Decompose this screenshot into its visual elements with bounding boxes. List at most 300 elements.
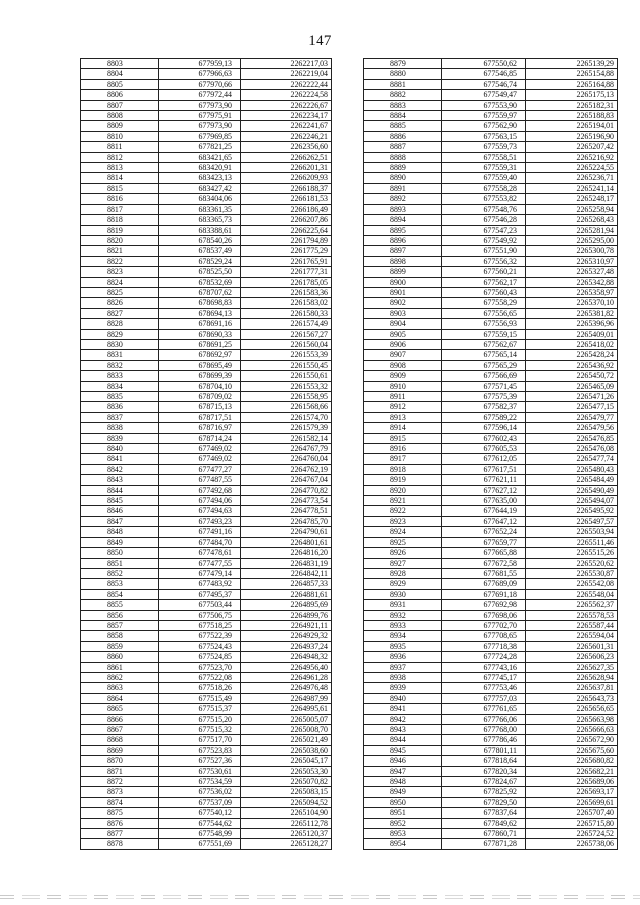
- x-coordinate-cell: 677605,53: [442, 444, 526, 454]
- x-coordinate-cell: 677515,49: [159, 693, 241, 703]
- table-row: [364, 100, 618, 110]
- table-row: [364, 735, 618, 745]
- y-coordinate-cell: 2265494,07: [526, 496, 618, 506]
- table-row: [81, 506, 332, 516]
- x-coordinate-cell: 677659,77: [442, 537, 526, 547]
- table-row: [364, 579, 618, 589]
- point-id-cell: 8856: [81, 610, 159, 620]
- point-id-cell: 8948: [364, 777, 442, 787]
- x-coordinate-cell: 677973,90: [159, 121, 241, 131]
- point-id-cell: 8920: [364, 485, 442, 495]
- y-coordinate-cell: 2264921,11: [241, 620, 332, 630]
- scan-artifact-footer: [0, 893, 640, 905]
- y-coordinate-cell: 2261794,89: [241, 235, 332, 245]
- y-coordinate-cell: 2264937,24: [241, 641, 332, 651]
- x-coordinate-cell: 677689,09: [442, 579, 526, 589]
- table-row: [364, 350, 618, 360]
- table-row: [81, 121, 332, 131]
- point-id-cell: 8928: [364, 568, 442, 578]
- x-coordinate-cell: 677548,76: [442, 204, 526, 214]
- x-coordinate-cell: 677479,14: [159, 568, 241, 578]
- x-coordinate-cell: 677559,40: [442, 173, 526, 183]
- y-coordinate-cell: 2265428,24: [526, 350, 618, 360]
- table-row: [364, 704, 618, 714]
- point-id-cell: 8903: [364, 308, 442, 318]
- table-row: [364, 142, 618, 152]
- table-row: [81, 225, 332, 235]
- table-row: [364, 235, 618, 245]
- y-coordinate-cell: 2264816,20: [241, 548, 332, 558]
- y-coordinate-cell: 2262246,21: [241, 131, 332, 141]
- x-coordinate-cell: 677972,44: [159, 90, 241, 100]
- table-row: [364, 620, 618, 630]
- table-row: [364, 319, 618, 329]
- table-row: [81, 735, 332, 745]
- x-coordinate-cell: 677549,92: [442, 235, 526, 245]
- y-coordinate-cell: 2265381,82: [526, 308, 618, 318]
- table-row: [81, 672, 332, 682]
- point-id-cell: 8902: [364, 298, 442, 308]
- table-row: [81, 704, 332, 714]
- x-coordinate-cell: 678698,83: [159, 298, 241, 308]
- y-coordinate-cell: 2266201,31: [241, 163, 332, 173]
- x-coordinate-cell: 677596,14: [442, 423, 526, 433]
- point-id-cell: 8858: [81, 631, 159, 641]
- point-id-cell: 8900: [364, 277, 442, 287]
- x-coordinate-cell: 677617,51: [442, 464, 526, 474]
- point-id-cell: 8898: [364, 256, 442, 266]
- y-coordinate-cell: 2265666,63: [526, 725, 618, 735]
- point-id-cell: 8865: [81, 704, 159, 714]
- table-row: [81, 808, 332, 818]
- y-coordinate-cell: 2261775,29: [241, 246, 332, 256]
- x-coordinate-cell: 677562,17: [442, 277, 526, 287]
- table-row: [364, 392, 618, 402]
- x-coordinate-cell: 678715,13: [159, 402, 241, 412]
- table-row: [81, 537, 332, 547]
- x-coordinate-cell: 677702,70: [442, 620, 526, 630]
- table-row: [364, 402, 618, 412]
- table-row: [81, 183, 332, 193]
- y-coordinate-cell: 2265450,72: [526, 371, 618, 381]
- y-coordinate-cell: 2265418,02: [526, 339, 618, 349]
- table-row: [364, 173, 618, 183]
- y-coordinate-cell: 2265164,88: [526, 79, 618, 89]
- point-id-cell: 8934: [364, 631, 442, 641]
- point-id-cell: 8946: [364, 756, 442, 766]
- y-coordinate-cell: 2264976,48: [241, 683, 332, 693]
- table-row: [364, 527, 618, 537]
- point-id-cell: 8844: [81, 485, 159, 495]
- x-coordinate-cell: 677530,61: [159, 766, 241, 776]
- point-id-cell: 8835: [81, 392, 159, 402]
- table-row: [81, 360, 332, 370]
- point-id-cell: 8847: [81, 516, 159, 526]
- table-row: [364, 683, 618, 693]
- x-coordinate-cell: 678716,97: [159, 423, 241, 433]
- point-id-cell: 8842: [81, 464, 159, 474]
- point-id-cell: 8953: [364, 829, 442, 839]
- point-id-cell: 8893: [364, 204, 442, 214]
- point-id-cell: 8841: [81, 454, 159, 464]
- table-row: [364, 506, 618, 516]
- y-coordinate-cell: 2265196,90: [526, 131, 618, 141]
- point-id-cell: 8901: [364, 287, 442, 297]
- point-id-cell: 8884: [364, 111, 442, 121]
- x-coordinate-cell: 677506,75: [159, 610, 241, 620]
- x-coordinate-cell: 677672,58: [442, 558, 526, 568]
- point-id-cell: 8812: [81, 152, 159, 162]
- y-coordinate-cell: 2265104,90: [241, 808, 332, 818]
- point-id-cell: 8817: [81, 204, 159, 214]
- y-coordinate-cell: 2265241,14: [526, 183, 618, 193]
- x-coordinate-cell: 678690,33: [159, 329, 241, 339]
- table-row: [81, 631, 332, 641]
- y-coordinate-cell: 2261550,45: [241, 360, 332, 370]
- point-id-cell: 8867: [81, 725, 159, 735]
- y-coordinate-cell: 2266262,51: [241, 152, 332, 162]
- point-id-cell: 8828: [81, 319, 159, 329]
- x-coordinate-cell: 677559,31: [442, 163, 526, 173]
- point-id-cell: 8943: [364, 725, 442, 735]
- point-id-cell: 8952: [364, 818, 442, 828]
- x-coordinate-cell: 677821,25: [159, 142, 241, 152]
- y-coordinate-cell: 2264881,61: [241, 589, 332, 599]
- x-coordinate-cell: 678692,97: [159, 350, 241, 360]
- table-row: [81, 475, 332, 485]
- x-coordinate-cell: 677492,68: [159, 485, 241, 495]
- y-coordinate-cell: 2262217,03: [241, 59, 332, 69]
- point-id-cell: 8888: [364, 152, 442, 162]
- point-id-cell: 8852: [81, 568, 159, 578]
- x-coordinate-cell: 677491,16: [159, 527, 241, 537]
- table-row: [81, 381, 332, 391]
- point-id-cell: 8908: [364, 360, 442, 370]
- x-coordinate-cell: 677559,15: [442, 329, 526, 339]
- x-coordinate-cell: 677766,06: [442, 714, 526, 724]
- x-coordinate-cell: 677563,15: [442, 131, 526, 141]
- x-coordinate-cell: 677556,93: [442, 319, 526, 329]
- point-id-cell: 8933: [364, 620, 442, 630]
- y-coordinate-cell: 2265139,29: [526, 59, 618, 69]
- x-coordinate-cell: 677612,05: [442, 454, 526, 464]
- table-row: [364, 308, 618, 318]
- point-id-cell: 8916: [364, 444, 442, 454]
- x-coordinate-cell: 677546,74: [442, 79, 526, 89]
- point-id-cell: 8868: [81, 735, 159, 745]
- y-coordinate-cell: 2262219,04: [241, 69, 332, 79]
- point-id-cell: 8937: [364, 662, 442, 672]
- table-row: [364, 225, 618, 235]
- point-id-cell: 8907: [364, 350, 442, 360]
- y-coordinate-cell: 2265495,92: [526, 506, 618, 516]
- x-coordinate-cell: 677647,12: [442, 516, 526, 526]
- point-id-cell: 8862: [81, 672, 159, 682]
- x-coordinate-cell: 677849,62: [442, 818, 526, 828]
- point-id-cell: 8848: [81, 527, 159, 537]
- y-coordinate-cell: 2265248,17: [526, 194, 618, 204]
- table-row: [364, 662, 618, 672]
- x-coordinate-cell: 677477,55: [159, 558, 241, 568]
- y-coordinate-cell: 2265479,77: [526, 412, 618, 422]
- x-coordinate-cell: 677571,45: [442, 381, 526, 391]
- x-coordinate-cell: 677724,28: [442, 652, 526, 662]
- y-coordinate-cell: 2265627,35: [526, 662, 618, 672]
- x-coordinate-cell: 677558,29: [442, 298, 526, 308]
- table-row: [81, 69, 332, 79]
- table-row: [364, 589, 618, 599]
- table-row: [81, 235, 332, 245]
- table-row: [364, 423, 618, 433]
- x-coordinate-cell: 677560,21: [442, 267, 526, 277]
- y-coordinate-cell: 2265216,92: [526, 152, 618, 162]
- table-row: [81, 589, 332, 599]
- table-row: [364, 371, 618, 381]
- point-id-cell: 8882: [364, 90, 442, 100]
- y-coordinate-cell: 2265542,08: [526, 579, 618, 589]
- x-coordinate-cell: 677556,65: [442, 308, 526, 318]
- y-coordinate-cell: 2261560,04: [241, 339, 332, 349]
- point-id-cell: 8925: [364, 537, 442, 547]
- y-coordinate-cell: 2265476,08: [526, 444, 618, 454]
- y-coordinate-cell: 2264995,61: [241, 704, 332, 714]
- y-coordinate-cell: 2265038,60: [241, 745, 332, 755]
- y-coordinate-cell: 2265094,52: [241, 797, 332, 807]
- x-coordinate-cell: 677493,23: [159, 516, 241, 526]
- x-coordinate-cell: 677477,27: [159, 464, 241, 474]
- table-row: [81, 454, 332, 464]
- y-coordinate-cell: 2264762,19: [241, 464, 332, 474]
- point-id-cell: 8910: [364, 381, 442, 391]
- x-coordinate-cell: 677469,02: [159, 444, 241, 454]
- point-id-cell: 8917: [364, 454, 442, 464]
- y-coordinate-cell: 2261580,33: [241, 308, 332, 318]
- y-coordinate-cell: 2265503,94: [526, 527, 618, 537]
- y-coordinate-cell: 2265520,62: [526, 558, 618, 568]
- point-id-cell: 8875: [81, 808, 159, 818]
- y-coordinate-cell: 2261553,32: [241, 381, 332, 391]
- x-coordinate-cell: 677973,90: [159, 100, 241, 110]
- y-coordinate-cell: 2265675,60: [526, 745, 618, 755]
- x-coordinate-cell: 677602,43: [442, 433, 526, 443]
- x-coordinate-cell: 677537,09: [159, 797, 241, 807]
- x-coordinate-cell: 677553,82: [442, 194, 526, 204]
- point-id-cell: 8911: [364, 392, 442, 402]
- y-coordinate-cell: 2265409,01: [526, 329, 618, 339]
- table-row: [364, 631, 618, 641]
- point-id-cell: 8861: [81, 662, 159, 672]
- y-coordinate-cell: 2265477,74: [526, 454, 618, 464]
- table-body: [364, 59, 618, 850]
- x-coordinate-cell: 677547,23: [442, 225, 526, 235]
- y-coordinate-cell: 2265342,88: [526, 277, 618, 287]
- table-row: [81, 433, 332, 443]
- point-id-cell: 8932: [364, 610, 442, 620]
- x-coordinate-cell: 677652,24: [442, 527, 526, 537]
- table-row: [81, 693, 332, 703]
- table-row: [81, 600, 332, 610]
- table-row: [81, 100, 332, 110]
- point-id-cell: 8896: [364, 235, 442, 245]
- point-id-cell: 8919: [364, 475, 442, 485]
- x-coordinate-cell: 677743,16: [442, 662, 526, 672]
- y-coordinate-cell: 2265497,57: [526, 516, 618, 526]
- point-id-cell: 8886: [364, 131, 442, 141]
- x-coordinate-cell: 677959,13: [159, 59, 241, 69]
- y-coordinate-cell: 2266188,37: [241, 183, 332, 193]
- x-coordinate-cell: 677469,02: [159, 454, 241, 464]
- y-coordinate-cell: 2265258,94: [526, 204, 618, 214]
- y-coordinate-cell: 2261765,91: [241, 256, 332, 266]
- y-coordinate-cell: 2262224,58: [241, 90, 332, 100]
- y-coordinate-cell: 2264801,61: [241, 537, 332, 547]
- table-row: [364, 464, 618, 474]
- x-coordinate-cell: 677644,19: [442, 506, 526, 516]
- y-coordinate-cell: 2264842,11: [241, 568, 332, 578]
- y-coordinate-cell: 2265327,48: [526, 267, 618, 277]
- point-id-cell: 8931: [364, 600, 442, 610]
- y-coordinate-cell: 2265682,21: [526, 766, 618, 776]
- x-coordinate-cell: 677718,38: [442, 641, 526, 651]
- point-id-cell: 8814: [81, 173, 159, 183]
- table-row: [364, 246, 618, 256]
- point-id-cell: 8930: [364, 589, 442, 599]
- x-coordinate-cell: 683388,61: [159, 225, 241, 235]
- x-coordinate-cell: 683421,65: [159, 152, 241, 162]
- table-row: [81, 308, 332, 318]
- y-coordinate-cell: 2265490,49: [526, 485, 618, 495]
- point-id-cell: 8803: [81, 59, 159, 69]
- table-row: [364, 69, 618, 79]
- table-row: [364, 641, 618, 651]
- y-coordinate-cell: 2261777,31: [241, 267, 332, 277]
- point-id-cell: 8941: [364, 704, 442, 714]
- point-id-cell: 8945: [364, 745, 442, 755]
- point-id-cell: 8899: [364, 267, 442, 277]
- y-coordinate-cell: 2265693,17: [526, 787, 618, 797]
- y-coordinate-cell: 2262234,17: [241, 111, 332, 121]
- x-coordinate-cell: 677575,39: [442, 392, 526, 402]
- y-coordinate-cell: 2265300,78: [526, 246, 618, 256]
- point-id-cell: 8887: [364, 142, 442, 152]
- table-row: [81, 652, 332, 662]
- y-coordinate-cell: 2265188,83: [526, 111, 618, 121]
- table-row: [364, 475, 618, 485]
- point-id-cell: 8854: [81, 589, 159, 599]
- table-row: [364, 329, 618, 339]
- y-coordinate-cell: 2264790,61: [241, 527, 332, 537]
- y-coordinate-cell: 2265396,96: [526, 319, 618, 329]
- x-coordinate-cell: 677745,17: [442, 672, 526, 682]
- table-row: [81, 558, 332, 568]
- x-coordinate-cell: 677484,70: [159, 537, 241, 547]
- point-id-cell: 8838: [81, 423, 159, 433]
- table-row: [81, 683, 332, 693]
- table-row: [81, 620, 332, 630]
- point-id-cell: 8881: [364, 79, 442, 89]
- table-row: [364, 298, 618, 308]
- y-coordinate-cell: 2265207,42: [526, 142, 618, 152]
- table-row: [364, 600, 618, 610]
- point-id-cell: 8809: [81, 121, 159, 131]
- table-row: [81, 215, 332, 225]
- x-coordinate-cell: 678695,49: [159, 360, 241, 370]
- y-coordinate-cell: 2265578,53: [526, 610, 618, 620]
- point-id-cell: 8824: [81, 277, 159, 287]
- point-id-cell: 8860: [81, 652, 159, 662]
- table-row: [364, 360, 618, 370]
- point-id-cell: 8895: [364, 225, 442, 235]
- y-coordinate-cell: 2265663,98: [526, 714, 618, 724]
- table-row: [81, 496, 332, 506]
- y-coordinate-cell: 2265295,00: [526, 235, 618, 245]
- y-coordinate-cell: 2261574,70: [241, 412, 332, 422]
- x-coordinate-cell: 677544,62: [159, 818, 241, 828]
- table-row: [81, 350, 332, 360]
- table-row: [364, 131, 618, 141]
- point-id-cell: 8879: [364, 59, 442, 69]
- x-coordinate-cell: 677820,34: [442, 766, 526, 776]
- table-row: [81, 90, 332, 100]
- point-id-cell: 8846: [81, 506, 159, 516]
- point-id-cell: 8855: [81, 600, 159, 610]
- table-row: [81, 246, 332, 256]
- y-coordinate-cell: 2265053,30: [241, 766, 332, 776]
- x-coordinate-cell: 677691,18: [442, 589, 526, 599]
- y-coordinate-cell: 2265436,92: [526, 360, 618, 370]
- point-id-cell: 8830: [81, 339, 159, 349]
- table-row: [364, 756, 618, 766]
- point-id-cell: 8912: [364, 402, 442, 412]
- table-row: [81, 256, 332, 266]
- y-coordinate-cell: 2261582,14: [241, 433, 332, 443]
- x-coordinate-cell: 683365,73: [159, 215, 241, 225]
- point-id-cell: 8816: [81, 194, 159, 204]
- y-coordinate-cell: 2265699,61: [526, 797, 618, 807]
- x-coordinate-cell: 677757,03: [442, 693, 526, 703]
- table-row: [81, 423, 332, 433]
- x-coordinate-cell: 677681,55: [442, 568, 526, 578]
- x-coordinate-cell: 677825,92: [442, 787, 526, 797]
- point-id-cell: 8915: [364, 433, 442, 443]
- y-coordinate-cell: 2265707,40: [526, 808, 618, 818]
- y-coordinate-cell: 2264929,32: [241, 631, 332, 641]
- point-id-cell: 8866: [81, 714, 159, 724]
- point-id-cell: 8922: [364, 506, 442, 516]
- y-coordinate-cell: 2261583,36: [241, 287, 332, 297]
- x-coordinate-cell: 677565,14: [442, 350, 526, 360]
- x-coordinate-cell: 677966,63: [159, 69, 241, 79]
- table-row: [364, 90, 618, 100]
- table-row: [364, 152, 618, 162]
- y-coordinate-cell: 2265224,55: [526, 163, 618, 173]
- x-coordinate-cell: 677517,70: [159, 735, 241, 745]
- point-id-cell: 8832: [81, 360, 159, 370]
- table-row: [364, 183, 618, 193]
- point-id-cell: 8870: [81, 756, 159, 766]
- y-coordinate-cell: 2265120,37: [241, 829, 332, 839]
- x-coordinate-cell: 678691,25: [159, 339, 241, 349]
- table-row: [81, 277, 332, 287]
- y-coordinate-cell: 2265112,78: [241, 818, 332, 828]
- table-row: [364, 121, 618, 131]
- table-row: [81, 725, 332, 735]
- x-coordinate-cell: 677824,67: [442, 777, 526, 787]
- point-id-cell: 8940: [364, 693, 442, 703]
- y-coordinate-cell: 2265005,07: [241, 714, 332, 724]
- point-id-cell: 8939: [364, 683, 442, 693]
- table-row: [364, 79, 618, 89]
